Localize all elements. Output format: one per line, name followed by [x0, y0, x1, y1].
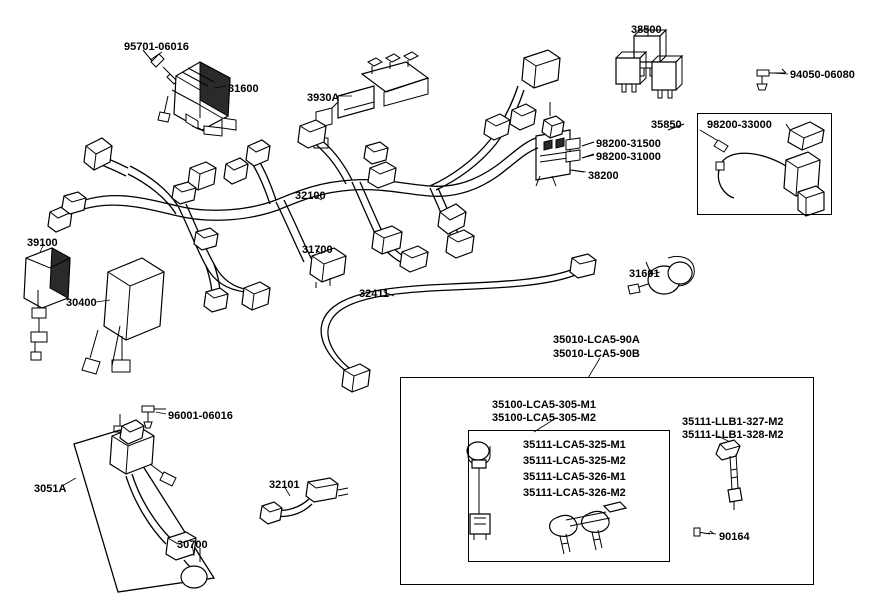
part-label-32411: 32411 — [359, 288, 389, 300]
part-30400-cdi — [82, 258, 164, 374]
part-label-30700: 30700 — [177, 539, 208, 551]
part-38500-relays — [616, 26, 682, 98]
part-label-38200: 38200 — [588, 170, 619, 182]
part-label-38500: 38500 — [631, 24, 662, 36]
part-label-35010-LCA5-90A: 35010-LCA5-90A — [553, 334, 640, 346]
part-label-32100: 32100 — [295, 190, 326, 202]
part-label-30400: 30400 — [66, 297, 97, 309]
part-32411-cable — [321, 254, 596, 392]
part-label-39100: 39100 — [27, 237, 58, 249]
part-label-35111-LCA5-326-M2: 35111-LCA5-326-M2 — [523, 487, 626, 499]
part-label-35111-LLB1-327-M2: 35111-LLB1-327-M2 — [682, 416, 784, 428]
part-95701-06016-bolt — [143, 50, 177, 84]
part-label-35010-LCA5-90B: 35010-LCA5-90B — [553, 348, 640, 360]
part-label-95701-06016: 95701-06016 — [124, 41, 189, 53]
part-label-31601: 31601 — [629, 268, 660, 280]
part-38200-fusebox — [536, 130, 594, 186]
part-label-3051A: 3051A — [34, 483, 67, 495]
part-39100-ecu — [24, 248, 70, 360]
part-label-98200-31500: 98200-31500 — [596, 138, 661, 150]
part-label-3930A: 3930A — [307, 92, 340, 104]
part-label-32101: 32101 — [269, 479, 300, 491]
part-label-31700: 31700 — [302, 244, 333, 256]
part-label-35111-LCA5-325-M2: 35111-LCA5-325-M2 — [523, 455, 626, 467]
part-label-35111-LCA5-326-M1: 35111-LCA5-326-M1 — [523, 471, 626, 483]
part-label-35100-LCA5-305-M2: 35100-LCA5-305-M2 — [492, 412, 596, 424]
part-label-94050-06080: 94050-06080 — [790, 69, 855, 81]
part-label-98200-33000: 98200-33000 — [707, 119, 772, 131]
part-label-35111-LLB1-328-M2: 35111-LLB1-328-M2 — [682, 429, 784, 441]
part-label-31600: 31600 — [228, 83, 259, 95]
part-3051A-coil-assembly — [74, 420, 214, 592]
part-label-35850: 35850 — [651, 119, 682, 131]
part-label-90164: 90164 — [719, 531, 750, 543]
part-94050-06080-bolt — [757, 69, 786, 90]
part-label-96001-06016: 96001-06016 — [168, 410, 233, 422]
part-label-98200-31000: 98200-31000 — [596, 151, 661, 163]
part-label-35100-LCA5-305-M1: 35100-LCA5-305-M1 — [492, 399, 596, 411]
part-label-35111-LCA5-325-M1: 35111-LCA5-325-M1 — [523, 439, 626, 451]
